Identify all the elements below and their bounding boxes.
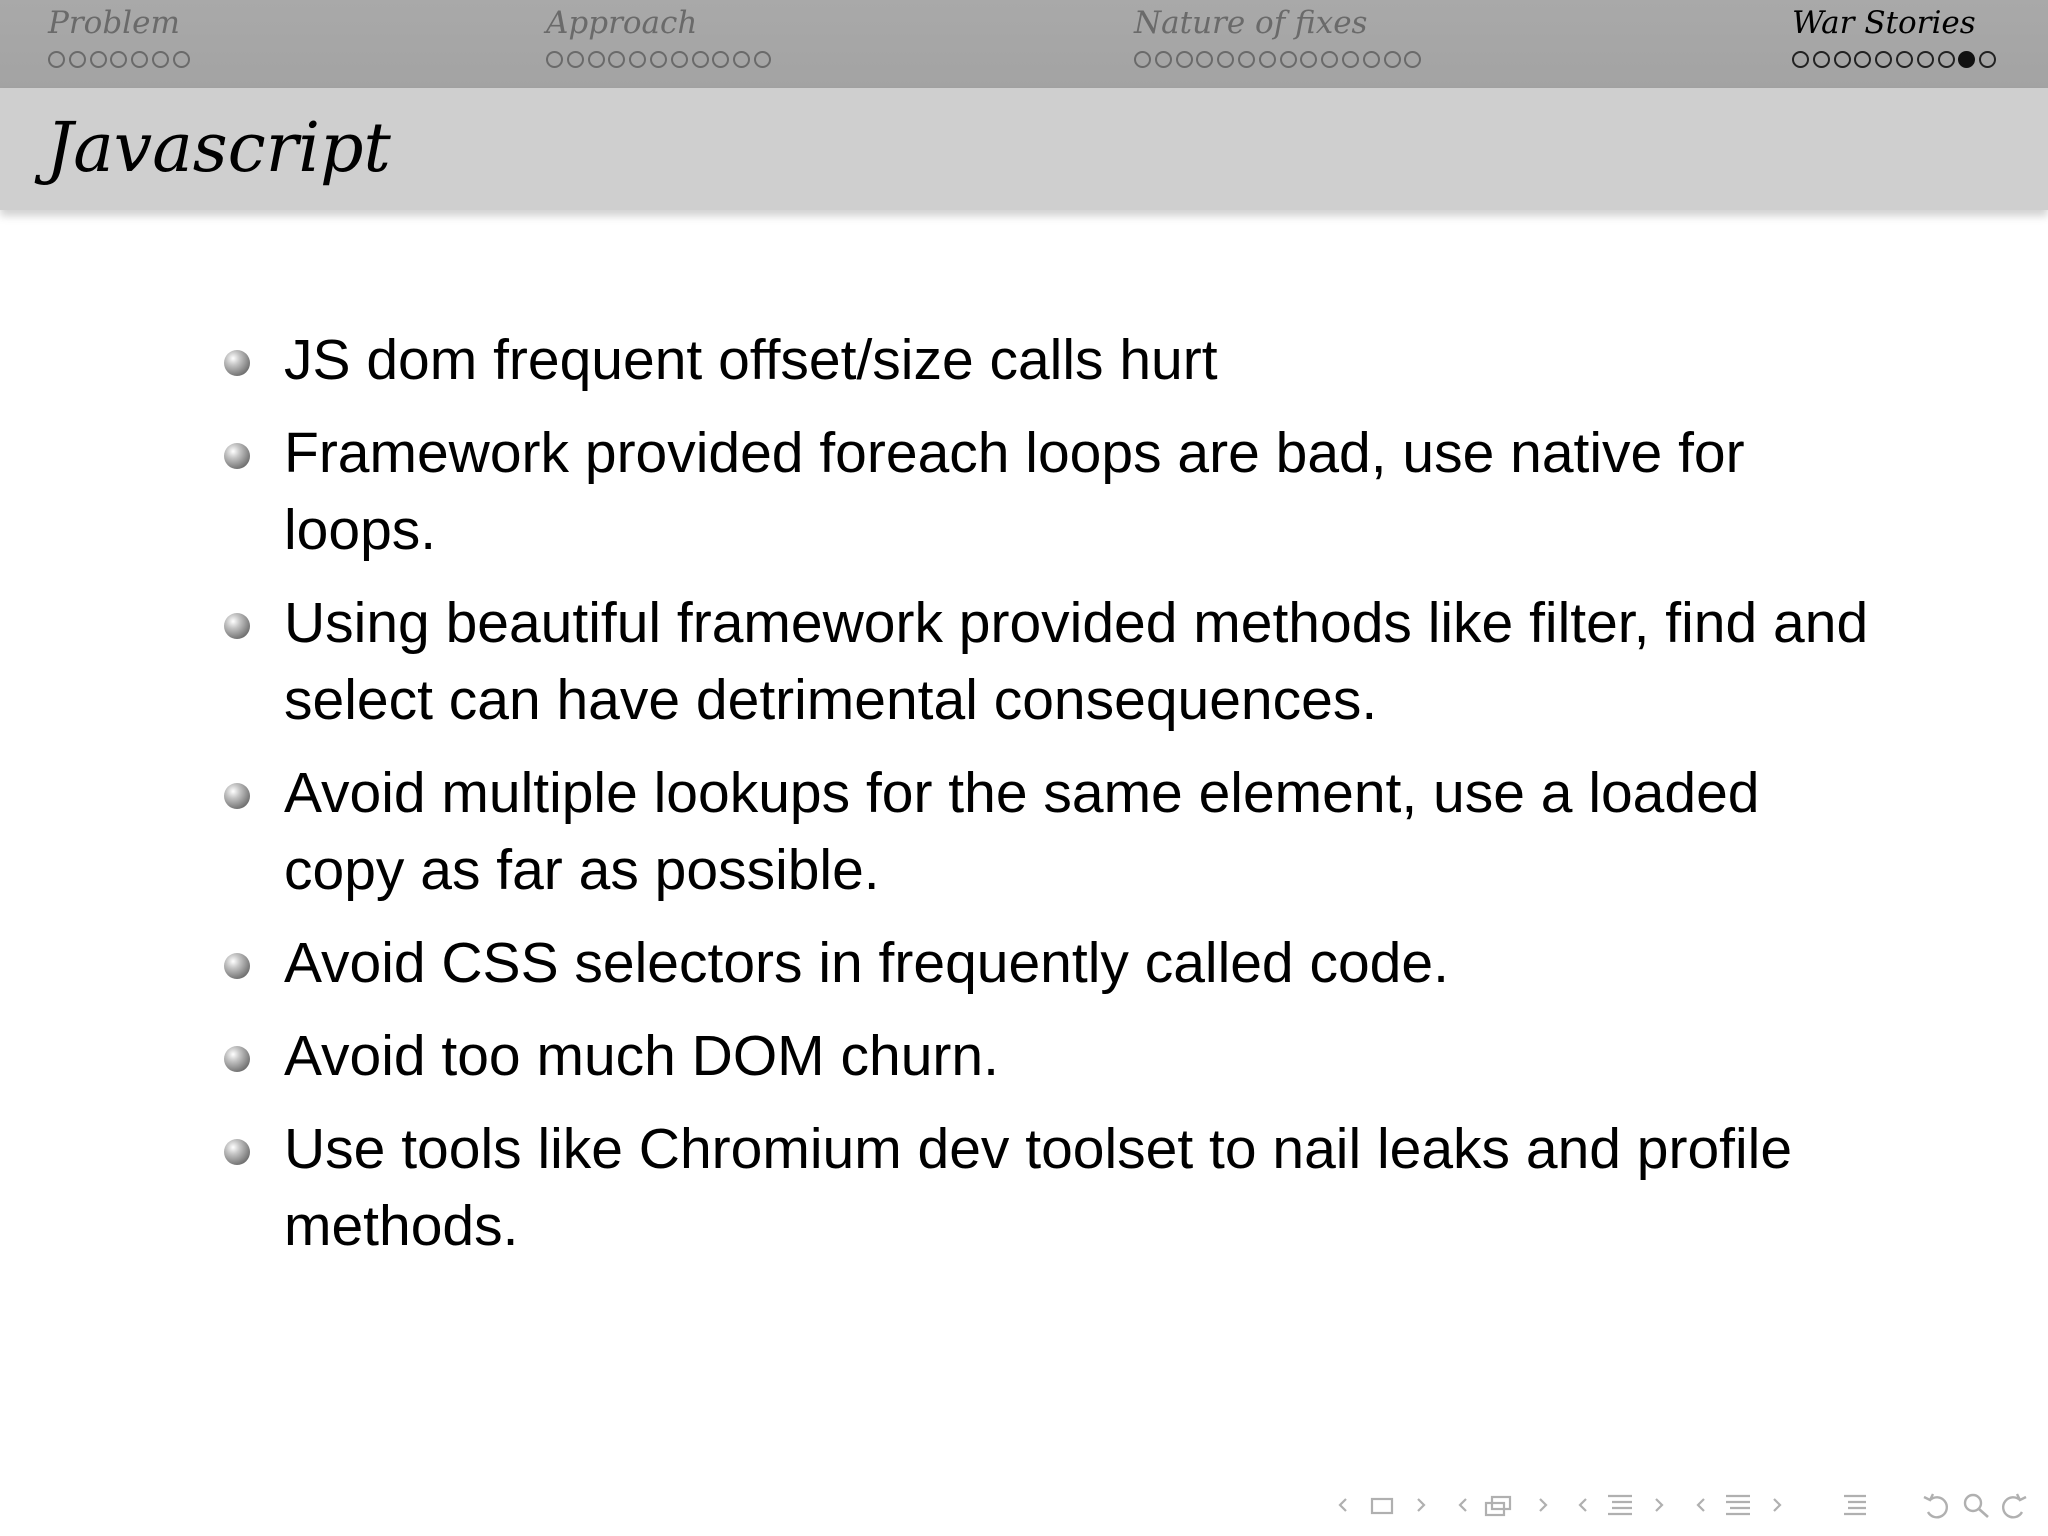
list-item-text: Using beautiful framework provided methods like filter, find and select can have detrimental consequences. — [284, 591, 1869, 732]
nav-frame-dot[interactable] — [629, 51, 646, 68]
nav-frame-dot[interactable] — [1979, 51, 1996, 68]
nav-frame-dot[interactable] — [1384, 51, 1401, 68]
nav-dots — [1792, 48, 2000, 70]
frame-title-bar — [0, 88, 2048, 210]
nav-section-title[interactable]: Problem — [48, 5, 180, 41]
nav-frame-dot[interactable] — [733, 51, 750, 68]
section-nav-icon[interactable] — [1574, 1490, 1670, 1520]
nav-frame-dot[interactable] — [1813, 51, 1830, 68]
nav-frame-dot[interactable] — [1792, 51, 1809, 68]
bullet-list — [220, 322, 1880, 1281]
list-item — [220, 755, 1880, 909]
nav-frame-dot[interactable] — [567, 51, 584, 68]
forward-icon[interactable] — [1996, 1490, 2030, 1520]
bullet-icon — [224, 1046, 250, 1072]
bullet-icon — [224, 613, 250, 639]
nav-frame-dot[interactable] — [1176, 51, 1193, 68]
nav-frame-dot[interactable] — [692, 51, 709, 68]
nav-section-nature-of-fixes[interactable] — [1134, 4, 1425, 70]
nav-frame-dot[interactable] — [671, 51, 688, 68]
nav-frame-dot[interactable] — [1896, 51, 1913, 68]
list-item — [220, 322, 1880, 399]
nav-frame-dot[interactable] — [110, 51, 127, 68]
nav-frame-dot[interactable] — [1280, 51, 1297, 68]
list-item — [220, 1111, 1880, 1265]
nav-frame-dot[interactable] — [1196, 51, 1213, 68]
nav-frame-dot[interactable] — [173, 51, 190, 68]
nav-frame-dot[interactable] — [650, 51, 667, 68]
nav-frame-dot[interactable] — [1155, 51, 1172, 68]
nav-frame-dot[interactable] — [1300, 51, 1317, 68]
list-item — [220, 585, 1880, 739]
nav-section-title[interactable]: War Stories — [1792, 5, 1976, 41]
nav-frame-dot[interactable] — [1854, 51, 1871, 68]
back-icon[interactable] — [1920, 1490, 1954, 1520]
list-item — [220, 1018, 1880, 1095]
bullet-icon — [224, 443, 250, 469]
list-item — [220, 925, 1880, 1002]
nav-frame-dot[interactable] — [1238, 51, 1255, 68]
bullet-icon — [224, 350, 250, 376]
bullet-icon — [224, 1139, 250, 1165]
list-item-text: Avoid multiple lookups for the same element, use a loaded copy as far as possible. — [284, 761, 1760, 902]
nav-frame-dot[interactable] — [1958, 51, 1975, 68]
nav-frame-dot[interactable] — [48, 51, 65, 68]
list-item-text: Framework provided foreach loops are bad, use native for loops. — [284, 421, 1745, 562]
nav-frame-dot[interactable] — [69, 51, 86, 68]
nav-frame-dot[interactable] — [90, 51, 107, 68]
nav-dots — [546, 48, 775, 70]
nav-section-title[interactable]: Approach — [546, 5, 698, 41]
page-title: Javascript — [46, 109, 391, 188]
list-item-text: Use tools like Chromium dev toolset to nail leaks and profile methods. — [284, 1117, 1793, 1258]
nav-section-war-stories[interactable] — [1792, 4, 2000, 70]
presentation-nav-icon[interactable] — [1692, 1490, 1788, 1520]
nav-frame-dot[interactable] — [1321, 51, 1338, 68]
nav-frame-dot[interactable] — [1363, 51, 1380, 68]
nav-frame-dot[interactable] — [131, 51, 148, 68]
bullet-icon — [224, 953, 250, 979]
nav-frame-dot[interactable] — [1342, 51, 1359, 68]
list-item-text: Avoid CSS selectors in frequently called code. — [284, 931, 1449, 995]
frame-nav-icon[interactable] — [1334, 1490, 1430, 1520]
nav-frame-dot[interactable] — [1134, 51, 1151, 68]
nav-frame-dot[interactable] — [1917, 51, 1934, 68]
nav-frame-dot[interactable] — [152, 51, 169, 68]
nav-dots — [48, 48, 194, 70]
nav-frame-dot[interactable] — [1259, 51, 1276, 68]
search-icon[interactable] — [1960, 1490, 1994, 1520]
nav-frame-dot[interactable] — [754, 51, 771, 68]
nav-section-approach[interactable] — [546, 4, 775, 70]
nav-frame-dot[interactable] — [588, 51, 605, 68]
nav-frame-dot[interactable] — [1217, 51, 1234, 68]
nav-frame-dot[interactable] — [712, 51, 729, 68]
bullet-icon — [224, 783, 250, 809]
navigation-bar — [0, 0, 2048, 88]
nav-frame-dot[interactable] — [608, 51, 625, 68]
list-item-text: JS dom frequent offset/size calls hurt — [284, 328, 1218, 392]
nav-frame-dot[interactable] — [1834, 51, 1851, 68]
nav-frame-dot[interactable] — [1875, 51, 1892, 68]
nav-section-title[interactable]: Nature of fixes — [1134, 5, 1368, 41]
nav-frame-dot[interactable] — [1938, 51, 1955, 68]
appendix-nav-icon[interactable] — [1840, 1490, 1870, 1520]
nav-frame-dot[interactable] — [546, 51, 563, 68]
list-item — [220, 415, 1880, 569]
nav-dots — [1134, 48, 1425, 70]
subsection-nav-icon[interactable] — [1454, 1490, 1554, 1520]
nav-frame-dot[interactable] — [1404, 51, 1421, 68]
nav-section-problem[interactable] — [48, 4, 194, 70]
list-item-text: Avoid too much DOM churn. — [284, 1024, 999, 1088]
